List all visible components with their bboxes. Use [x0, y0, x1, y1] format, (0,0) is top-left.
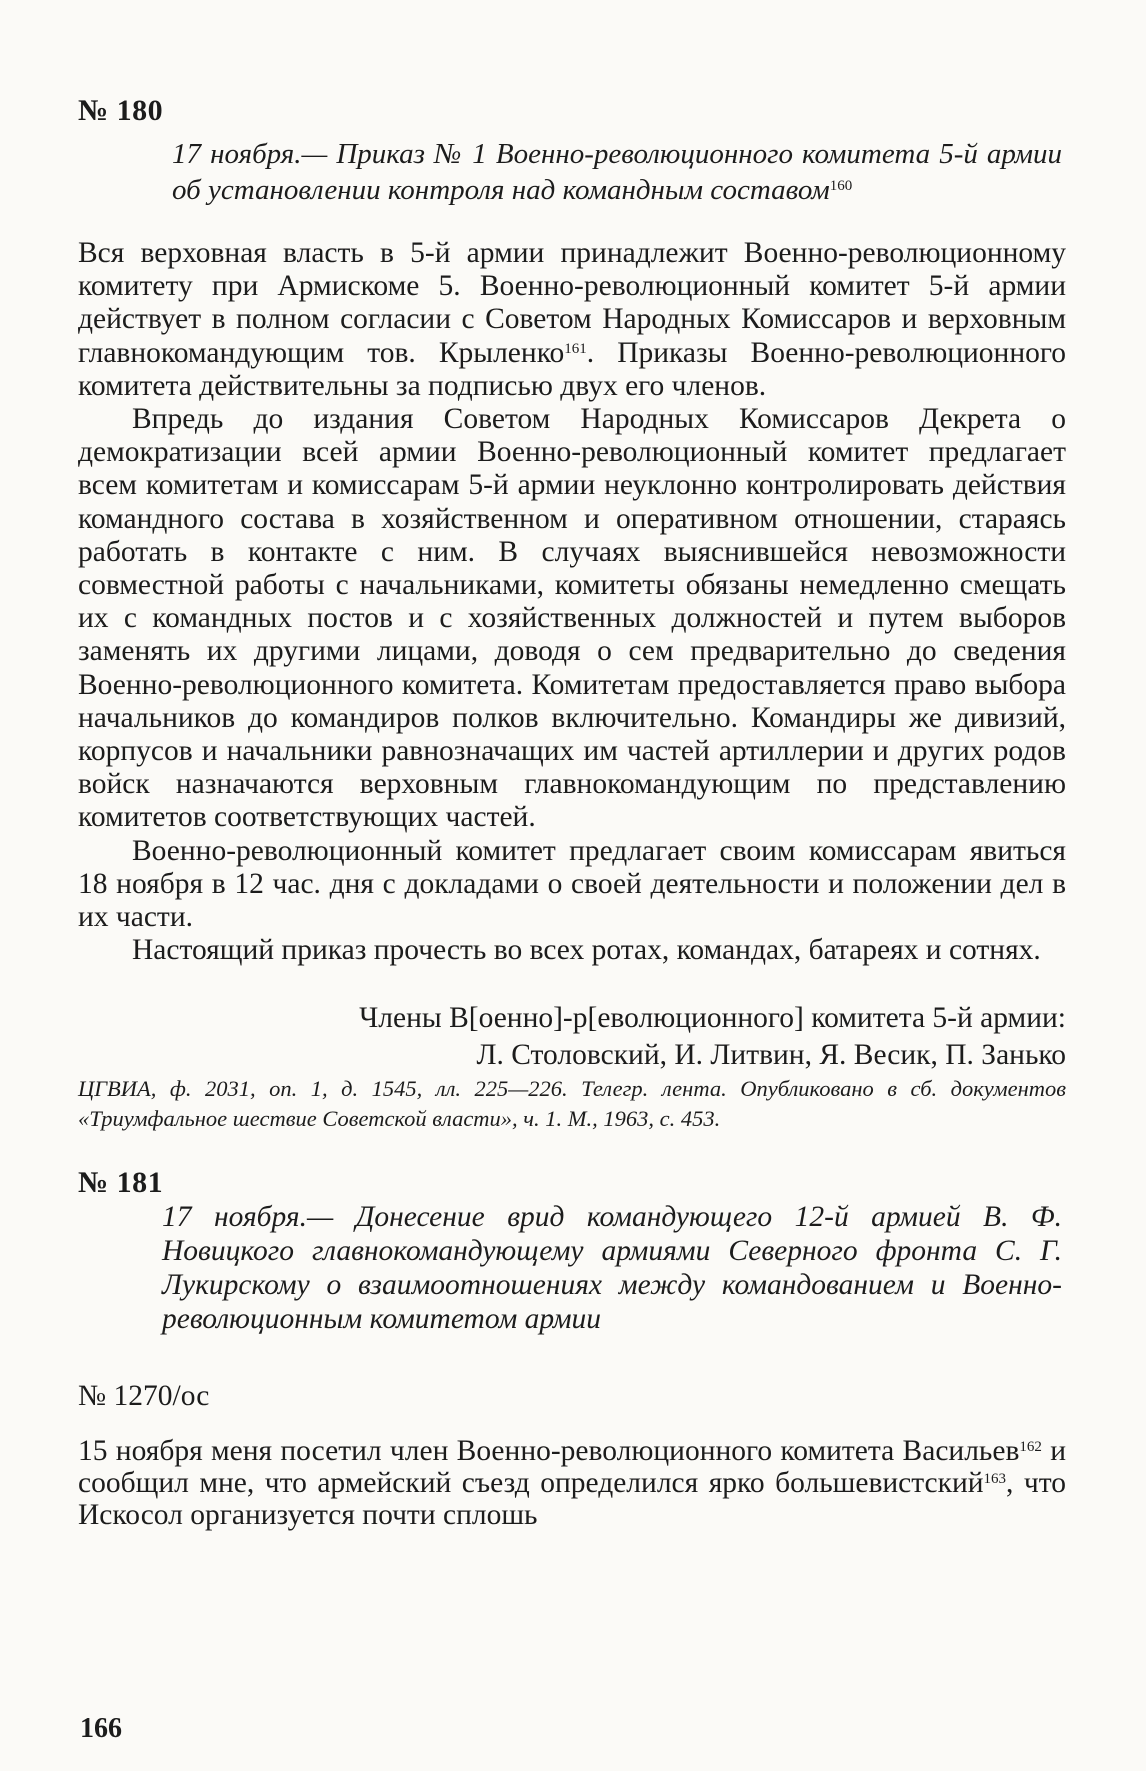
- doc-180-paragraph-2: Впредь до издания Советом Народных Комиссаров Декрета о демократизации всей армии Военно-революционный комитет предлагает всем комитетам и комиссарам 5-й армии неуклонно контролировать действия командного состава в хозяйственном и оперативном отношении, стараясь работать в контакте с ним. В случаях выяснившейся невозможности совместной работы с начальниками, комитеты обязаны немедленно смещать их с командных постов и с хозяйственных должностей и путем выборов заменять их другими лицами, доводя о сем предварительно до сведения Военно-революционного комитета. Комитетам предоставляется право выбора начальников до командиров полков включительно. Командиры же дивизий, корпусов и начальники равнозначащих им частей артиллерии и других родов войск назначаются верховным главнокомандующим по представлению комитетов соответствующих частей.: [78, 403, 1066, 834]
- doc-181-p1-text-c: , что Искосол организуется почти сплошь: [78, 1467, 1066, 1531]
- doc-181-body: [78, 1435, 1066, 1531]
- doc-181-paragraph-1: [78, 1435, 1066, 1531]
- page-number: 166: [80, 1713, 122, 1744]
- footnote-ref-160: 160: [829, 178, 853, 194]
- doc-180-heading: [172, 136, 1062, 208]
- doc-180-source-citation: ЦГВИА, ф. 2031, оп. 1, д. 1545, лл. 225—226. Телегр. лента. Опубликовано в сб. документов «Триумфальное шествие Советской власти», ч. 1. М., 1963, с. 453.: [78, 1076, 1066, 1131]
- doc-181-heading: 17 ноября.— Донесение врид командующего 12-й армией В. Ф. Новицкого главнокомандующему армиями Северного фронта С. Г. Лукирскому о взаимоотношениях между командованием и Военно-революционным комитетом армии: [162, 1201, 1062, 1335]
- doc-181-p1-text-b: и сообщил мне, что армейский съезд определился ярко большевистский: [78, 1435, 1066, 1499]
- doc-180-paragraph-1: [78, 237, 1066, 403]
- doc-180-paragraph-3: Военно-революционный комитет предлагает своим комиссарам явиться 18 ноября в 12 час. дня с докладами о своей деятельности и положении дел в их части.: [78, 834, 1066, 934]
- doc-181-p1-text-a: 15 ноября меня посетил член Военно-революционного комитета Васильев: [78, 1435, 1020, 1467]
- signature-line-2: Л. Столовский, И. Литвин, Я. Весик, П. Занько: [476, 1039, 1066, 1071]
- footnote-ref-161: 161: [564, 340, 587, 357]
- doc-180-number: № 180: [78, 94, 164, 127]
- doc-180-p1-text-b: . Приказы Военно-революционного комитета действительны за подписью двух его членов.: [78, 336, 1066, 402]
- footnote-ref-162: 162: [1019, 1439, 1042, 1455]
- doc-180-p1-text-a: Вся верховная власть в 5-й армии принадлежит Военно-революционному комитету при Армискоме 5. Военно-революционный комитет 5-й армии действует в полном согласии с Советом Народных Комиссаров и верховным главнокомандующим тов. Крыленко: [78, 237, 1066, 369]
- doc-180-heading-text: 17 ноября.— Приказ № 1 Военно-революционного комитета 5-й армии об установлении контроля над командным составом: [172, 138, 1062, 206]
- footnote-ref-163: 163: [983, 1471, 1007, 1487]
- doc-181-reference-number: № 1270/ос: [78, 1380, 210, 1412]
- signature-line-1: Члены В[оенно]-р[еволюционного] комитета 5-й армии:: [359, 1002, 1066, 1034]
- doc-180-body: [78, 237, 1066, 967]
- doc-181-number: № 181: [78, 1166, 164, 1199]
- doc-180-paragraph-4: Настоящий приказ прочесть во всех ротах, командах, батареях и сотнях.: [132, 934, 1041, 967]
- doc-180-signatures: [359, 1000, 1066, 1074]
